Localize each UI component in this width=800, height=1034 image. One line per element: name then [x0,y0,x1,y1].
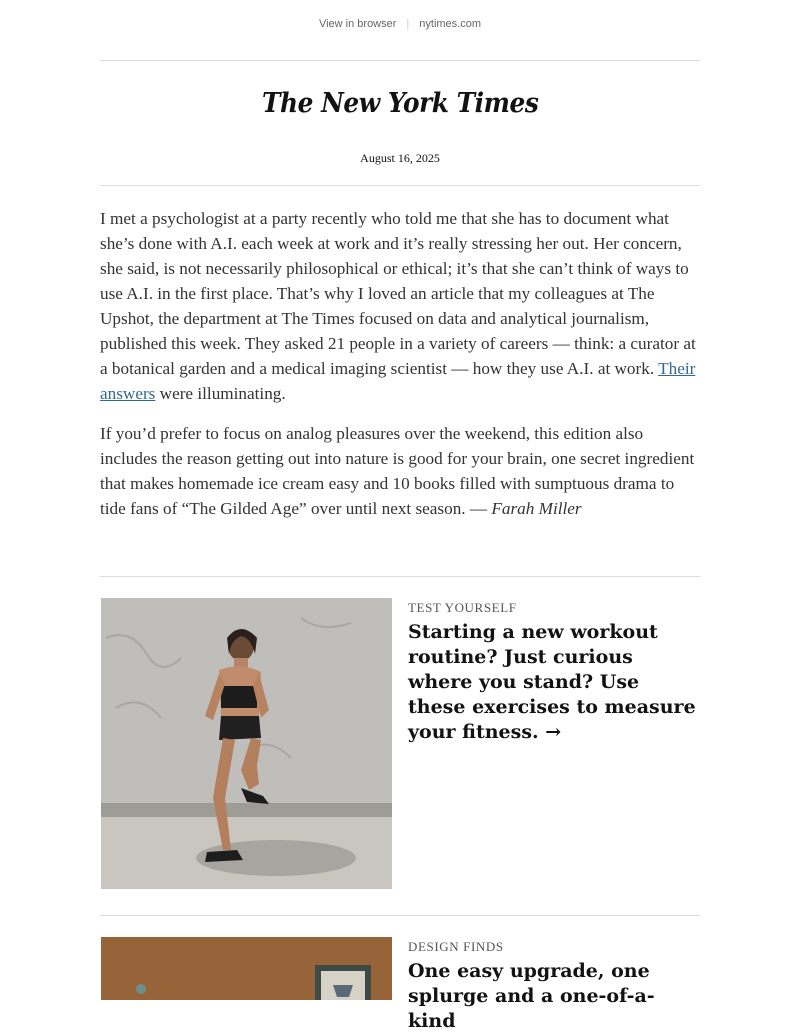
intro-text: I met a psychologist at a party recently who told me that she has to document what she’s done with A.I. each week at work and it’s really stressing her out. Her concern, she said, is not necessarily philosophical or ethical; it’s that she can’t think of ways to use A.I. in the first place. That’s why I loved an article that my colleagues at The Upshot, the department at The Times focused on data and analytical journalism, published this week. They asked 21 people in a variety of careers — think: a curator at a botanical garden and a medical imaging scientist — how they use A.I. at work. [100,209,696,378]
design-photo-icon [101,937,392,1000]
divider [100,60,700,61]
nyt-logo[interactable]: The New York Times [261,88,539,119]
intro-paragraph-2 [100,421,700,521]
issue-date: August 16, 2025 [360,151,440,165]
story-headline-link[interactable]: One easy upgrade, one splurge and a one-of-a-kind [408,960,655,1032]
intro-letter [100,206,700,536]
story-kicker: DESIGN FINDS [408,939,504,954]
author-signature: Farah Miller [491,499,582,518]
story-kicker: TEST YOURSELF [408,600,517,615]
preheader-bar [100,0,700,50]
newsletter-body [100,0,700,1032]
header-separator: | [406,18,410,30]
divider [100,185,700,186]
story-image[interactable] [101,598,392,889]
nytimes-link[interactable]: nytimes.com [419,18,482,30]
divider [100,915,700,916]
intro-paragraph-1 [100,206,700,406]
intro-text: were illuminating. [155,384,286,403]
masthead [100,88,700,119]
workout-photo-icon [101,598,392,889]
story-headline-link[interactable]: Starting a new workout routine? Just curious where you stand? Use these exercises to measure your fitness. → [408,621,696,743]
view-in-browser-link[interactable]: View in browser [318,18,397,30]
their-answers-link[interactable]: Their answers [100,359,696,403]
divider [100,576,700,577]
story-image[interactable] [101,937,392,1000]
intro-text: If you’d prefer to focus on analog pleasures over the weekend, this edition also includes the reason getting out into nature is good for your brain, one secret ingredient that makes homemade ice cream easy and 10 books filled with sumptuous drama to tide fans of “The Gilded Age” over until next season. — [100,424,695,518]
